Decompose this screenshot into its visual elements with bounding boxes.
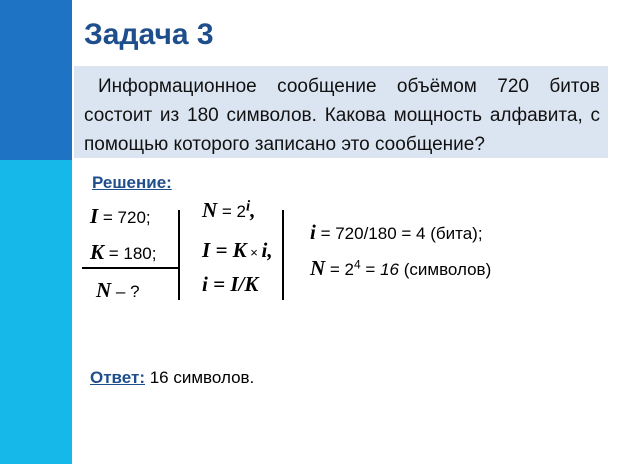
calc-line-1 bbox=[310, 220, 483, 245]
formula-2-b: K bbox=[232, 238, 247, 262]
formula-3 bbox=[202, 272, 258, 297]
formula-3-a: i bbox=[202, 272, 208, 296]
answer-label: Ответ: bbox=[90, 368, 145, 387]
column-separator-2 bbox=[282, 210, 284, 300]
given-line-2-value: = 180; bbox=[104, 244, 157, 263]
given-divider bbox=[82, 267, 178, 269]
given-line-2 bbox=[90, 240, 156, 265]
formula-2-c: i bbox=[261, 238, 268, 262]
formula-2-eq: = bbox=[210, 238, 233, 262]
calc-1-rest: = 720/180 = 4 (бита); bbox=[315, 224, 483, 243]
formula-3-b: I/K bbox=[230, 272, 259, 296]
calc-2-result: 16 bbox=[380, 260, 399, 279]
accent-bar-top bbox=[0, 0, 72, 160]
formula-2-a: I bbox=[202, 238, 211, 262]
var-I: I bbox=[90, 204, 99, 228]
answer-text: 16 символов. bbox=[145, 368, 255, 387]
calc-2-base: = 2 bbox=[325, 260, 355, 279]
calc-2-eq: = bbox=[360, 260, 381, 279]
answer bbox=[90, 368, 254, 388]
calc-line-2 bbox=[310, 256, 491, 281]
formula-2-end: , bbox=[267, 238, 273, 262]
solution-label: Решение: bbox=[92, 173, 172, 192]
calc-2-unit: (символов) bbox=[399, 260, 492, 279]
formula-1-end: , bbox=[250, 198, 256, 222]
accent-bar-bottom bbox=[0, 160, 72, 464]
formula-2-times: × bbox=[246, 245, 262, 260]
given-line-1 bbox=[90, 204, 151, 229]
calc-1-var: i bbox=[310, 220, 316, 244]
formula-1-var: N bbox=[202, 198, 218, 222]
formula-1-base: = 2 bbox=[217, 202, 247, 221]
given-line-3 bbox=[96, 278, 140, 303]
task-box bbox=[74, 66, 608, 158]
formula-2 bbox=[202, 238, 273, 263]
calc-2-exponent: 4 bbox=[354, 257, 361, 272]
formula-1-exponent: i bbox=[246, 198, 251, 215]
formula-3-eq: = bbox=[207, 272, 231, 296]
column-separator-1 bbox=[178, 210, 180, 300]
var-K: K bbox=[90, 240, 105, 264]
formula-1 bbox=[202, 198, 255, 223]
given-line-3-value: – ? bbox=[111, 282, 140, 301]
calc-2-var: N bbox=[310, 256, 326, 280]
page-title: Задача 3 bbox=[84, 18, 214, 51]
var-N: N bbox=[96, 278, 112, 302]
given-line-1-value: = 720; bbox=[98, 208, 151, 227]
task-text: Информационное сообщение объёмом 720 битов состоит из 180 символов. Какова мощность алфавита, с помощью которого записано это сообщение? bbox=[84, 76, 600, 155]
